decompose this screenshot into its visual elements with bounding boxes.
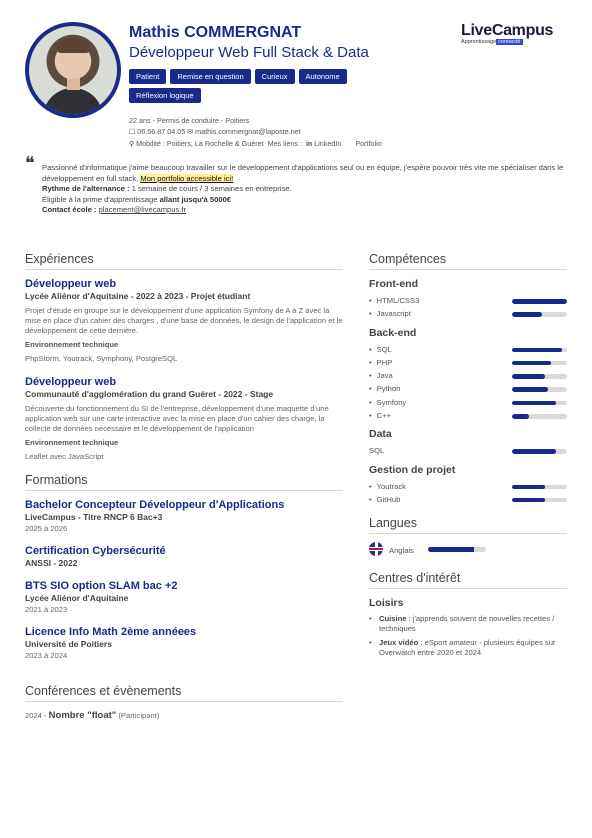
- experience-env-title: Environnement technique: [25, 340, 119, 349]
- formation-date: 2021 à 2023: [25, 605, 68, 614]
- tag: Curieux: [255, 69, 295, 84]
- experience-title: Développeur web: [25, 278, 117, 290]
- skills-list: [369, 278, 567, 507]
- job-title: Développeur Web Full Stack & Data: [129, 44, 369, 61]
- skill-bar: [512, 387, 567, 392]
- competences-title: Compétences: [369, 252, 567, 270]
- skill-bar-fill: [512, 449, 556, 454]
- skill-row: [369, 481, 567, 494]
- skill-label: • HTML/CSS3: [369, 296, 419, 305]
- formation-subtitle: LiveCampus - Titre RNCP 6 Bac+3: [25, 512, 163, 522]
- skill-bar-fill: [512, 361, 551, 366]
- language-bar-fill: [428, 547, 474, 552]
- experience-env: PhpStorm, Youtrack, Symphony, PostgreSQL: [25, 354, 178, 363]
- contact-line: [129, 126, 382, 138]
- experience-subtitle: Communauté d'agglomération du grand Guéret - 2022 - Stage: [25, 389, 274, 399]
- experience-item: [25, 278, 343, 363]
- experience-desc: Découverte du fonctionnement du SI de l'entreprise, développement d'une maquette d'une application web sur une carte interactive avec la mise en place d'un cahier des charge, la collecte de données nécessaire et le développement de l'application: [25, 404, 329, 433]
- location-pin-icon: ⚲: [129, 141, 135, 148]
- contact-meta: [129, 115, 382, 150]
- interest-item: • Jeux vidéo : eSport amateur - plusieurs équipes sur Overwatch entre 2020 et 2024: [369, 638, 567, 658]
- interets-title: Centres d'intérêt: [369, 571, 567, 589]
- mobility: Mobilité : Poitiers, La Rochelle & Guéret: [136, 139, 264, 148]
- conference-role: (Participant): [118, 711, 160, 720]
- tag: Autonome: [299, 69, 347, 84]
- experience-env: Leaflet avec JavaScript: [25, 452, 104, 461]
- language-bar: [428, 547, 486, 552]
- skill-bar-fill: [512, 485, 545, 490]
- experience-item: [25, 376, 343, 461]
- skill-row: [369, 344, 567, 357]
- formation-subtitle: Université de Poitiers: [25, 639, 112, 649]
- formation-subtitle: Lycée Aliénor d'Aquitaine: [25, 593, 129, 603]
- logo-tagline: Apprentissage connecté: [461, 39, 521, 45]
- left-column: [25, 252, 343, 721]
- experience-subtitle: Lycée Aliénor d'Aquitaine - 2022 à 2023 - Projet étudiant: [25, 291, 251, 301]
- skill-bar: [512, 414, 567, 419]
- conference-name: Nombre "float": [48, 710, 117, 721]
- experiences-title: Expériences: [25, 252, 343, 270]
- skill-bar: [512, 485, 567, 490]
- conference-item: [25, 710, 343, 721]
- skill-row: [369, 295, 567, 308]
- skill-bar-fill: [512, 312, 542, 317]
- skill-row: [369, 494, 567, 507]
- intro-text: Passionné d'informatique j'aime beaucoup travailler sur le développement d'applications seul ou en équipe, j'espère pouvoir très vite me spécialiser dans le développement en full stack.: [42, 163, 564, 183]
- formation-title: Certification Cybersécurité: [25, 545, 166, 557]
- email-icon: ✉: [187, 129, 194, 136]
- profile-photo: [29, 26, 117, 114]
- formation-date: 2025 à 2026: [25, 524, 68, 533]
- uk-flag-icon: [369, 542, 383, 556]
- skill-bar: [512, 449, 567, 454]
- phone[interactable]: 06.56.87.04.05: [137, 127, 186, 136]
- skill-category: Gestion de projet: [369, 463, 456, 476]
- skill-row: [369, 383, 567, 396]
- skill-row: [369, 410, 567, 423]
- links-label: Mes liens :: [267, 139, 302, 148]
- skill-label: • C++: [369, 411, 391, 420]
- skill-bar: [512, 401, 567, 406]
- skill-row: [369, 397, 567, 410]
- formation-item: [25, 580, 343, 614]
- formation-item: [25, 499, 343, 533]
- skill-bar: [512, 348, 567, 353]
- formation-title: Licence Info Math 2ème annéees: [25, 626, 197, 638]
- linkedin-link[interactable]: LinkedIn: [314, 139, 342, 148]
- phone-icon: ☐: [129, 129, 136, 136]
- prime-value: allant jusqu'à 5000€: [159, 194, 232, 204]
- skill-bar-fill: [512, 387, 548, 392]
- skill-bar-fill: [512, 498, 545, 503]
- rythme-value: 1 semaine de cours / 3 semaines en entreprise.: [131, 184, 292, 193]
- experience-title: Développeur web: [25, 376, 117, 388]
- quote-icon: ❝: [25, 153, 35, 174]
- linkedin-icon: in: [305, 141, 313, 148]
- tag: Réflexion logique: [129, 88, 201, 103]
- skill-row: [369, 370, 567, 383]
- formation-item: [25, 545, 343, 568]
- formation-title: Bachelor Concepteur Développeur d'Applications: [25, 499, 285, 511]
- skill-label: SQL: [369, 446, 385, 456]
- contact-label: Contact école :: [42, 205, 97, 214]
- intro-block: [25, 153, 570, 216]
- formation-item: [25, 626, 343, 660]
- skill-label: • SQL: [369, 345, 392, 354]
- skill-category: Data: [369, 428, 392, 441]
- skill-bar-fill: [512, 414, 529, 419]
- language-item: [369, 542, 567, 558]
- skill-label: • Java: [369, 371, 393, 380]
- email[interactable]: mathis.commergnat@laposte.net: [195, 127, 301, 136]
- logo-name: LiveCampus: [461, 22, 554, 39]
- skill-row: [369, 308, 567, 321]
- formation-subtitle: ANSSI - 2022: [25, 558, 78, 568]
- livecampus-logo: [461, 22, 553, 45]
- skill-bar: [512, 299, 567, 304]
- skill-bar-fill: [512, 374, 545, 379]
- formations-title: Formations: [25, 473, 343, 491]
- interest-item: • Cuisine : j'apprends souvent de nouvelles recettes / techniques: [369, 614, 567, 634]
- rythme-label: Rythme de l'alternance :: [42, 184, 130, 193]
- portfolio-link-highlight[interactable]: Mon portfolio accessible ici!: [140, 173, 234, 183]
- skill-bar-fill: [512, 348, 562, 353]
- skill-label: • GitHub: [369, 495, 400, 504]
- skill-label: • Symfony: [369, 398, 406, 407]
- mobility-line: [129, 138, 382, 150]
- skill-bar-fill: [512, 299, 567, 304]
- skill-label: • Python: [369, 384, 400, 393]
- tag: Remise en question: [170, 69, 250, 84]
- meta-basic: 22 ans - Permis de conduire - Poitiers: [129, 116, 250, 125]
- skill-category: Front-end: [369, 278, 418, 290]
- interets-category: Loisirs: [369, 597, 404, 610]
- skill-label: • PHP: [369, 358, 392, 367]
- language-label: Anglais: [389, 546, 414, 556]
- right-column: [369, 252, 567, 662]
- skill-label: • Javascript: [369, 309, 411, 318]
- contact-email[interactable]: placement@livecampus.fr: [98, 205, 187, 214]
- tag: Patient: [129, 69, 166, 84]
- skill-bar: [512, 374, 567, 379]
- portfolio-link[interactable]: Portfolio: [355, 139, 382, 148]
- skill-category: Back-end: [369, 326, 417, 339]
- formation-title: BTS SIO option SLAM bac +2: [25, 580, 178, 592]
- conferences-title: Conférences et évènements: [25, 684, 343, 702]
- skill-row: [369, 357, 567, 370]
- candidate-name: Mathis COMMERGNAT: [129, 24, 302, 41]
- formation-date: 2023 à 2024: [25, 651, 68, 660]
- experience-env-title: Environnement technique: [25, 438, 119, 447]
- experience-desc: Projet d'étude en groupe sur le développement d'une application Symfony de A à Z avec la mise en place d'un cahier des charges , d'une base de données, le design de l'application et le développement de cette dernière.: [25, 306, 343, 335]
- skill-bar-fill: [512, 401, 556, 406]
- skill-bar: [512, 361, 567, 366]
- skill-bar: [512, 498, 567, 503]
- conference-year: 2024 -: [25, 711, 47, 720]
- cv-header: [0, 0, 592, 160]
- soft-skill-tags: [129, 69, 389, 103]
- skill-bar: [512, 312, 567, 317]
- prime-text: Éligible à la prime d'apprentissage: [42, 194, 158, 204]
- skill-label: • Youtrack: [369, 482, 406, 491]
- langues-title: Langues: [369, 516, 567, 534]
- skill-row: [369, 445, 567, 458]
